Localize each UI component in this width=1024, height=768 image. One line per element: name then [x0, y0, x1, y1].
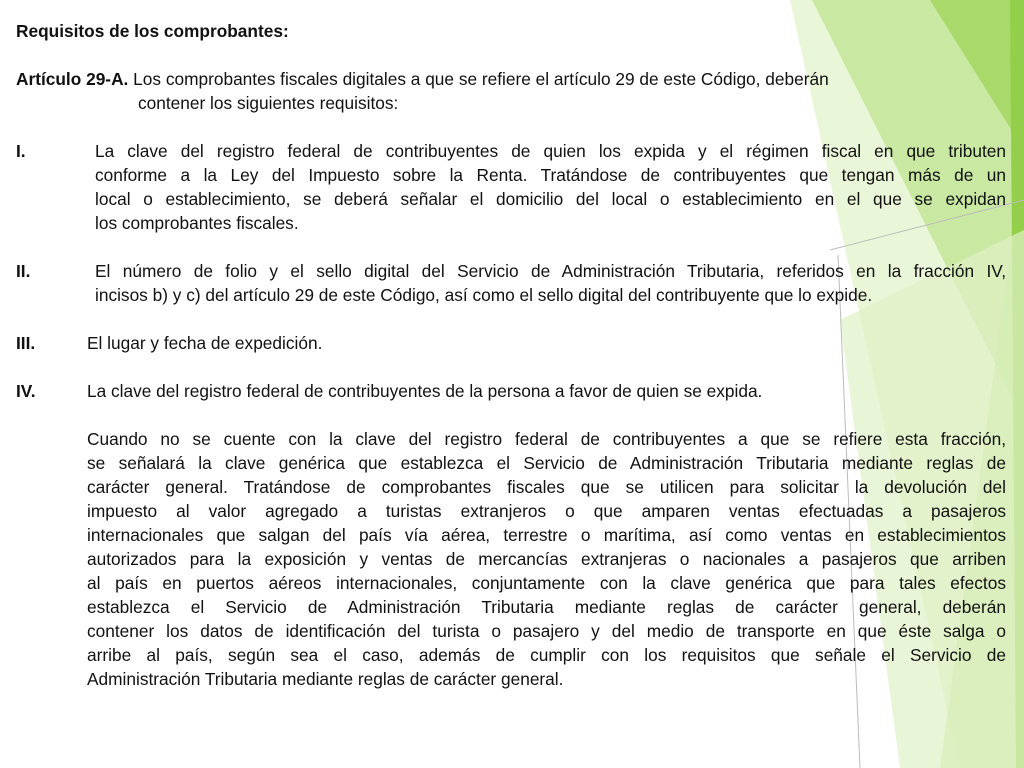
numeral-ii: II. — [16, 261, 31, 281]
item-ii-line2: incisos b) y c) del artículo 29 de este Código, así como el sello digital del contribuyente que lo expide. — [95, 285, 873, 305]
article-label: Artículo 29-A. — [16, 69, 129, 89]
item-i-line2: conforme a la Ley del Impuesto sobre la Renta. Tratándose de contribuyentes que tengan más de un — [95, 165, 1006, 185]
paragraph-line: Administración Tributaria mediante reglas de carácter general. — [87, 669, 564, 689]
item-iv-line1: La clave del registro federal de contribuyentes de la persona a favor de quien se expida. — [87, 381, 763, 401]
paragraph-line: al país en puertos aéreos internacionales, conjuntamente con la clave genérica que para tales efectos — [87, 573, 1006, 593]
paragraph-line: arribe al país, según sea el caso, además de cumplir con los requisitos que señale el Servicio de — [87, 645, 1006, 665]
paragraph-line: carácter general. Tratándose de comprobantes fiscales que se utilicen para solicitar la devolución del — [87, 477, 1006, 497]
item-i-line4: los comprobantes fiscales. — [95, 213, 299, 233]
item-i-line1: La clave del registro federal de contribuyentes de quien los expida y el régimen fiscal en que tributen — [95, 141, 1006, 161]
paragraph-line: internacionales que salgan del país vía aérea, terrestre o marítima, así como ventas en establecimientos — [87, 525, 1006, 545]
paragraph-line: autorizados para la exposición y ventas de mercancías extranjeras o nacionales a pasajeros que arriben — [87, 549, 1006, 569]
article-text-line1: Los comprobantes fiscales digitales a que se refiere el artículo 29 de este Código, deberán — [133, 69, 829, 89]
numeral-i: I. — [16, 141, 26, 161]
paragraph-line: contener los datos de identificación del turista o pasajero y del medio de transporte en que éste salga o — [87, 621, 1006, 641]
item-i-line3: local o establecimiento, se deberá señalar el domicilio del local o establecimiento en el que se expidan — [95, 189, 1006, 209]
item-iii-line1: El lugar y fecha de expedición. — [87, 333, 323, 353]
paragraph-line: Cuando no se cuente con la clave del registro federal de contribuyentes a que se refiere esta fracción, — [87, 429, 1006, 449]
numeral-iii: III. — [16, 333, 36, 353]
paragraph-line: se señalará la clave genérica que establezca el Servicio de Administración Tributaria mediante reglas de — [87, 453, 1006, 473]
article-text-line2: contener los siguientes requisitos: — [138, 93, 399, 113]
item-ii-line1: El número de folio y el sello digital del Servicio de Administración Tributaria, referidos en la fracción IV, — [95, 261, 1006, 281]
paragraph-line: impuesto al valor agregado a turistas extranjeros o que amparen ventas efectuadas a pasajeros — [87, 501, 1006, 521]
article-intro-line1 — [16, 67, 829, 91]
paragraph-line: establezca el Servicio de Administración Tributaria mediante reglas de carácter general, deberán — [87, 597, 1006, 617]
heading: Requisitos de los comprobantes: — [16, 21, 289, 41]
numeral-iv: IV. — [16, 381, 36, 401]
